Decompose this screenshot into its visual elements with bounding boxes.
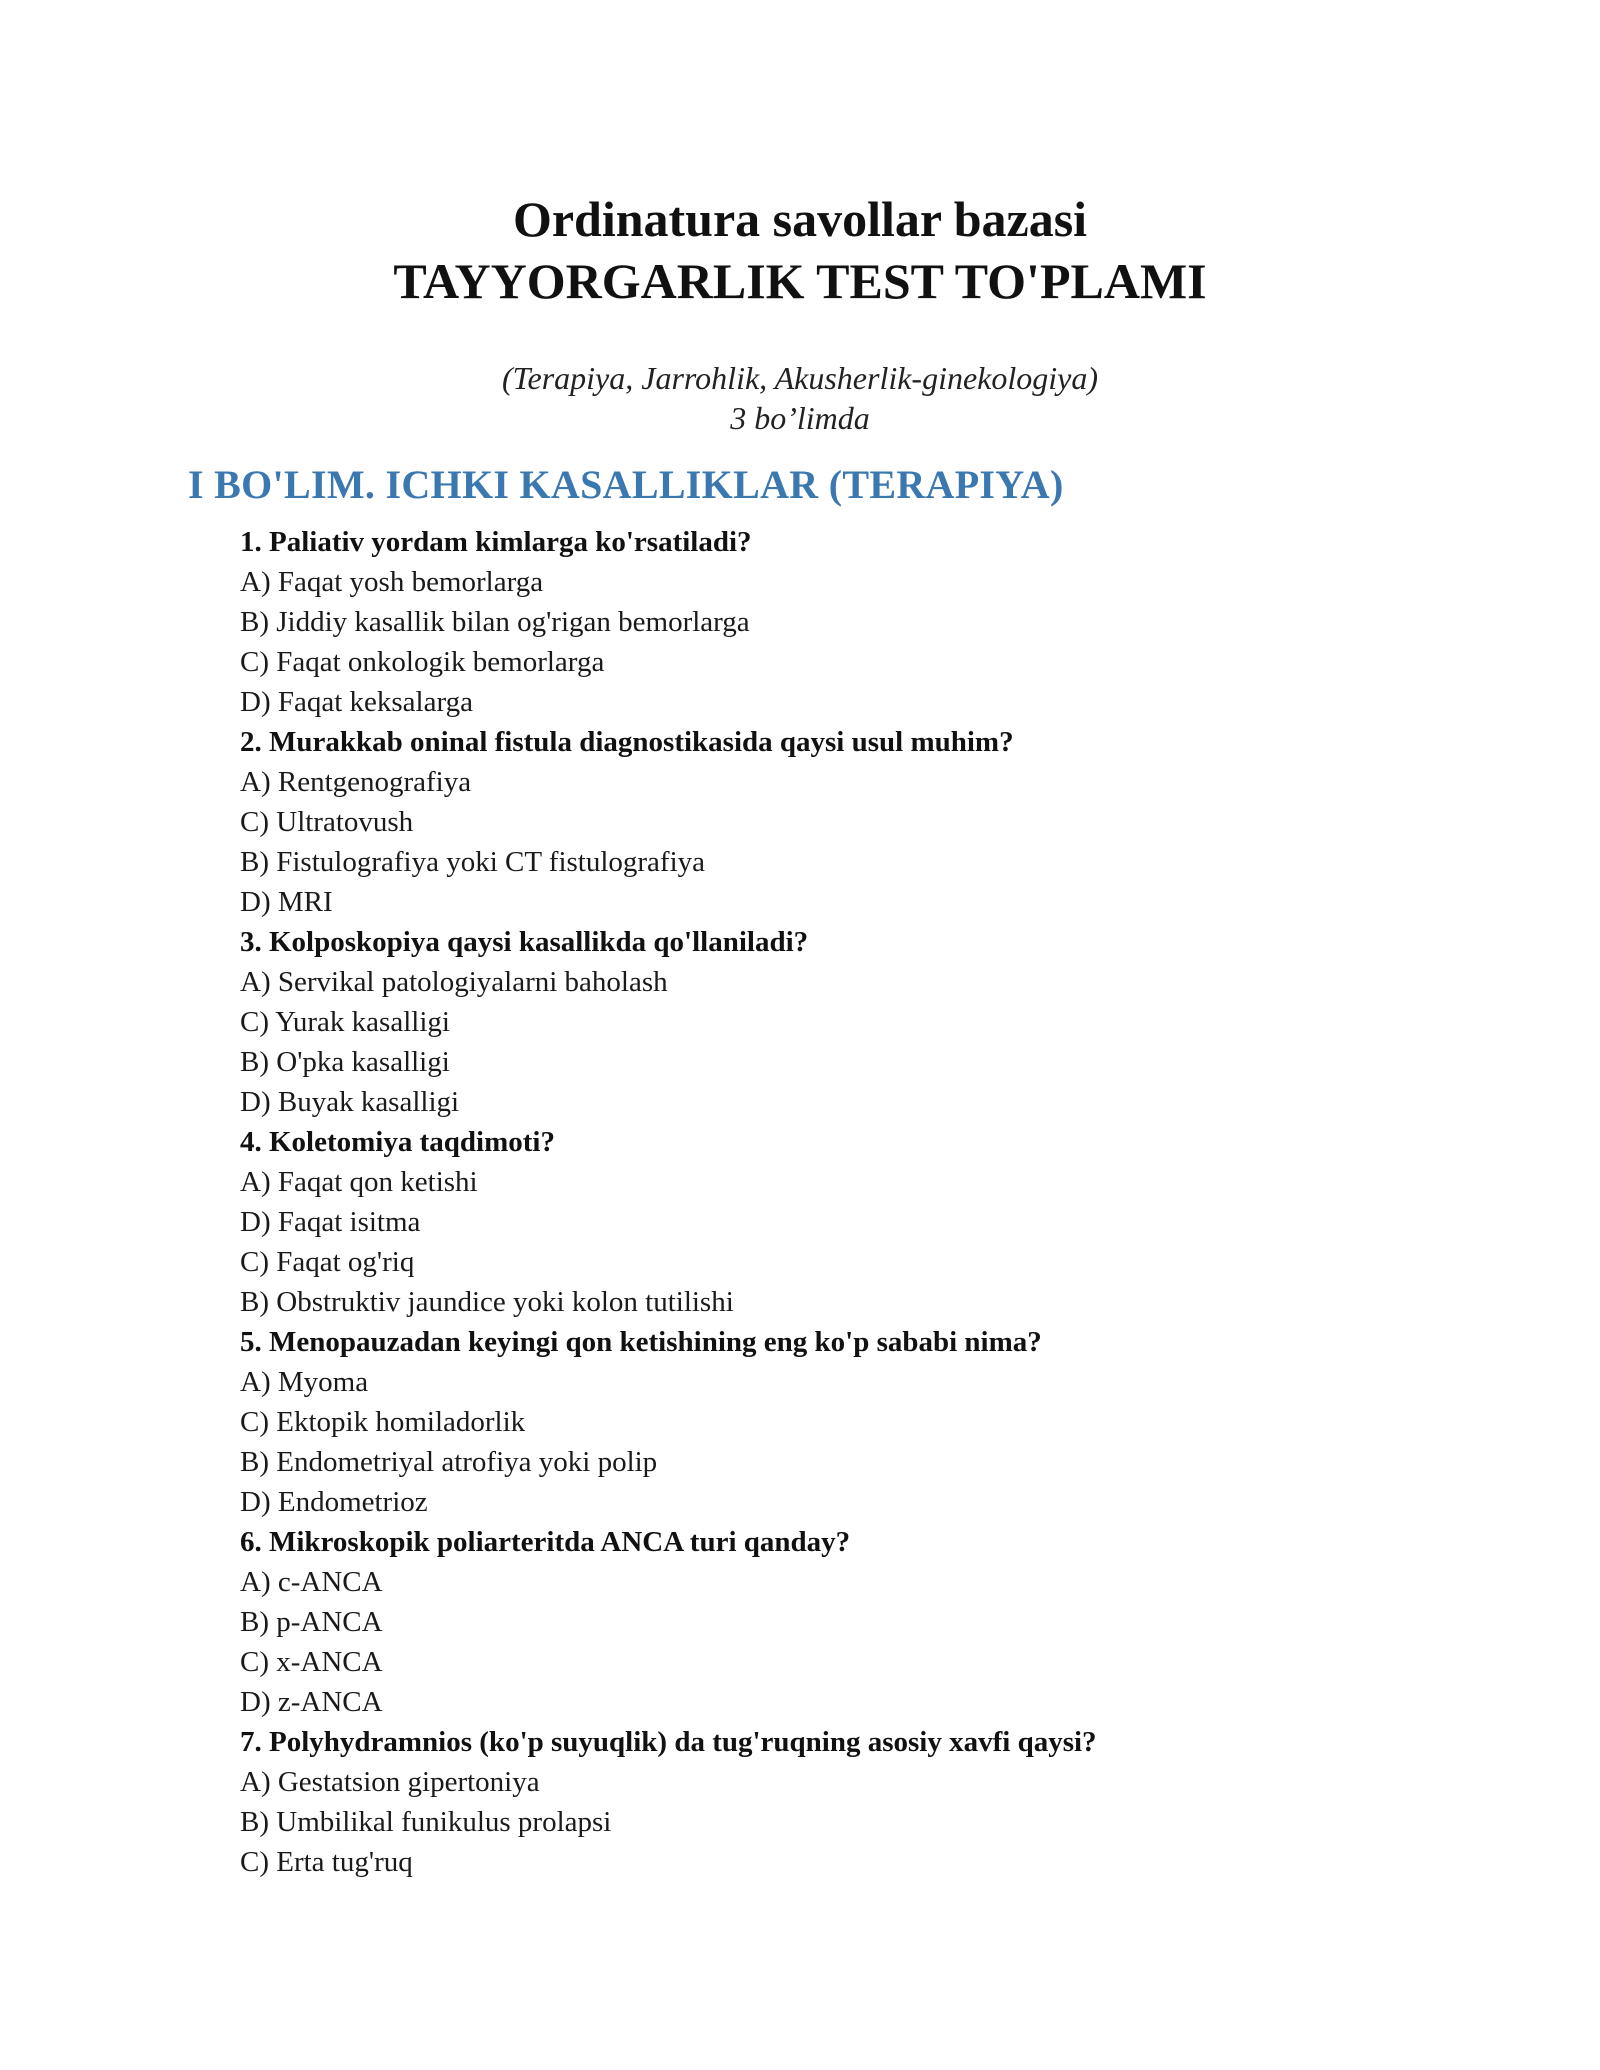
subject-list: (Terapiya, Jarrohlik, Akusherlik-ginekologiya) xyxy=(501,360,1099,396)
answer-option: D) Faqat keksalarga xyxy=(240,686,473,718)
question-item xyxy=(240,1722,1480,1882)
question-text: 6. Mikroskopik poliarteritda ANCA turi qanday? xyxy=(240,1526,851,1558)
answer-option: C) Ultratovush xyxy=(240,806,414,838)
answer-option: D) Buyak kasalligi xyxy=(240,1086,460,1118)
answer-option: A) Faqat yosh bemorlarga xyxy=(240,566,544,598)
question-item xyxy=(240,922,1480,1122)
document-subtitle-title: TAYYORGARLIK TEST TO'PLAMI xyxy=(393,253,1207,309)
answer-option: A) Rentgenografiya xyxy=(240,766,472,798)
question-text: 5. Menopauzadan keyingi qon ketishining eng ko'p sababi nima? xyxy=(240,1326,1042,1358)
title-block xyxy=(0,188,1600,312)
answer-option: D) Endometrioz xyxy=(240,1486,428,1518)
answer-option: C) Faqat og'riq xyxy=(240,1246,415,1278)
answer-option: D) MRI xyxy=(240,886,333,918)
answer-option: A) Servikal patologiyalarni baholash xyxy=(240,966,668,998)
question-item xyxy=(240,1122,1480,1322)
answer-option: C) Erta tug'ruq xyxy=(240,1846,413,1878)
answer-option: C) Ektopik homiladorlik xyxy=(240,1406,526,1438)
answer-option: A) c-ANCA xyxy=(240,1566,383,1598)
question-text: 3. Kolposkopiya qaysi kasallikda qo'llaniladi? xyxy=(240,926,809,958)
answer-option: B) Umbilikal funikulus prolapsi xyxy=(240,1806,612,1838)
answer-option: D) z-ANCA xyxy=(240,1686,383,1718)
answer-option: A) Gestatsion gipertoniya xyxy=(240,1766,540,1798)
question-text: 1. Paliativ yordam kimlarga ko'rsatiladi? xyxy=(240,526,752,558)
question-item xyxy=(240,722,1480,922)
answer-option: B) O'pka kasalligi xyxy=(240,1046,450,1078)
section-heading: I BO'LIM. ICHKI KASALLIKLAR (TERAPIYA) xyxy=(188,462,1064,507)
answer-option: C) x-ANCA xyxy=(240,1646,383,1678)
answer-option: A) Myoma xyxy=(240,1366,369,1398)
answer-option: D) Faqat isitma xyxy=(240,1206,421,1238)
answer-option: C) Faqat onkologik bemorlarga xyxy=(240,646,605,678)
answer-option: B) p-ANCA xyxy=(240,1606,383,1638)
answer-option: B) Jiddiy kasallik bilan og'rigan bemorlarga xyxy=(240,606,750,638)
section-count: 3 bo’limda xyxy=(730,400,870,436)
question-list xyxy=(240,522,1480,1882)
question-item xyxy=(240,1522,1480,1722)
answer-option: C) Yurak kasalligi xyxy=(240,1006,450,1038)
question-text: 2. Murakkab oninal fistula diagnostikasida qaysi usul muhim? xyxy=(240,726,1014,758)
answer-option: B) Obstruktiv jaundice yoki kolon tutilishi xyxy=(240,1286,734,1318)
question-text: 4. Koletomiya taqdimoti? xyxy=(240,1126,555,1158)
question-text: 7. Polyhydramnios (ko'p suyuqlik) da tug'ruqning asosiy xavfi qaysi? xyxy=(240,1726,1097,1758)
subtitle-block xyxy=(0,358,1600,438)
answer-option: A) Faqat qon ketishi xyxy=(240,1166,478,1198)
answer-option: B) Fistulografiya yoki CT fistulografiya xyxy=(240,846,706,878)
question-item xyxy=(240,1322,1480,1522)
document-title: Ordinatura savollar bazasi xyxy=(512,191,1088,247)
answer-option: B) Endometriyal atrofiya yoki polip xyxy=(240,1446,658,1478)
question-item xyxy=(240,522,1480,722)
